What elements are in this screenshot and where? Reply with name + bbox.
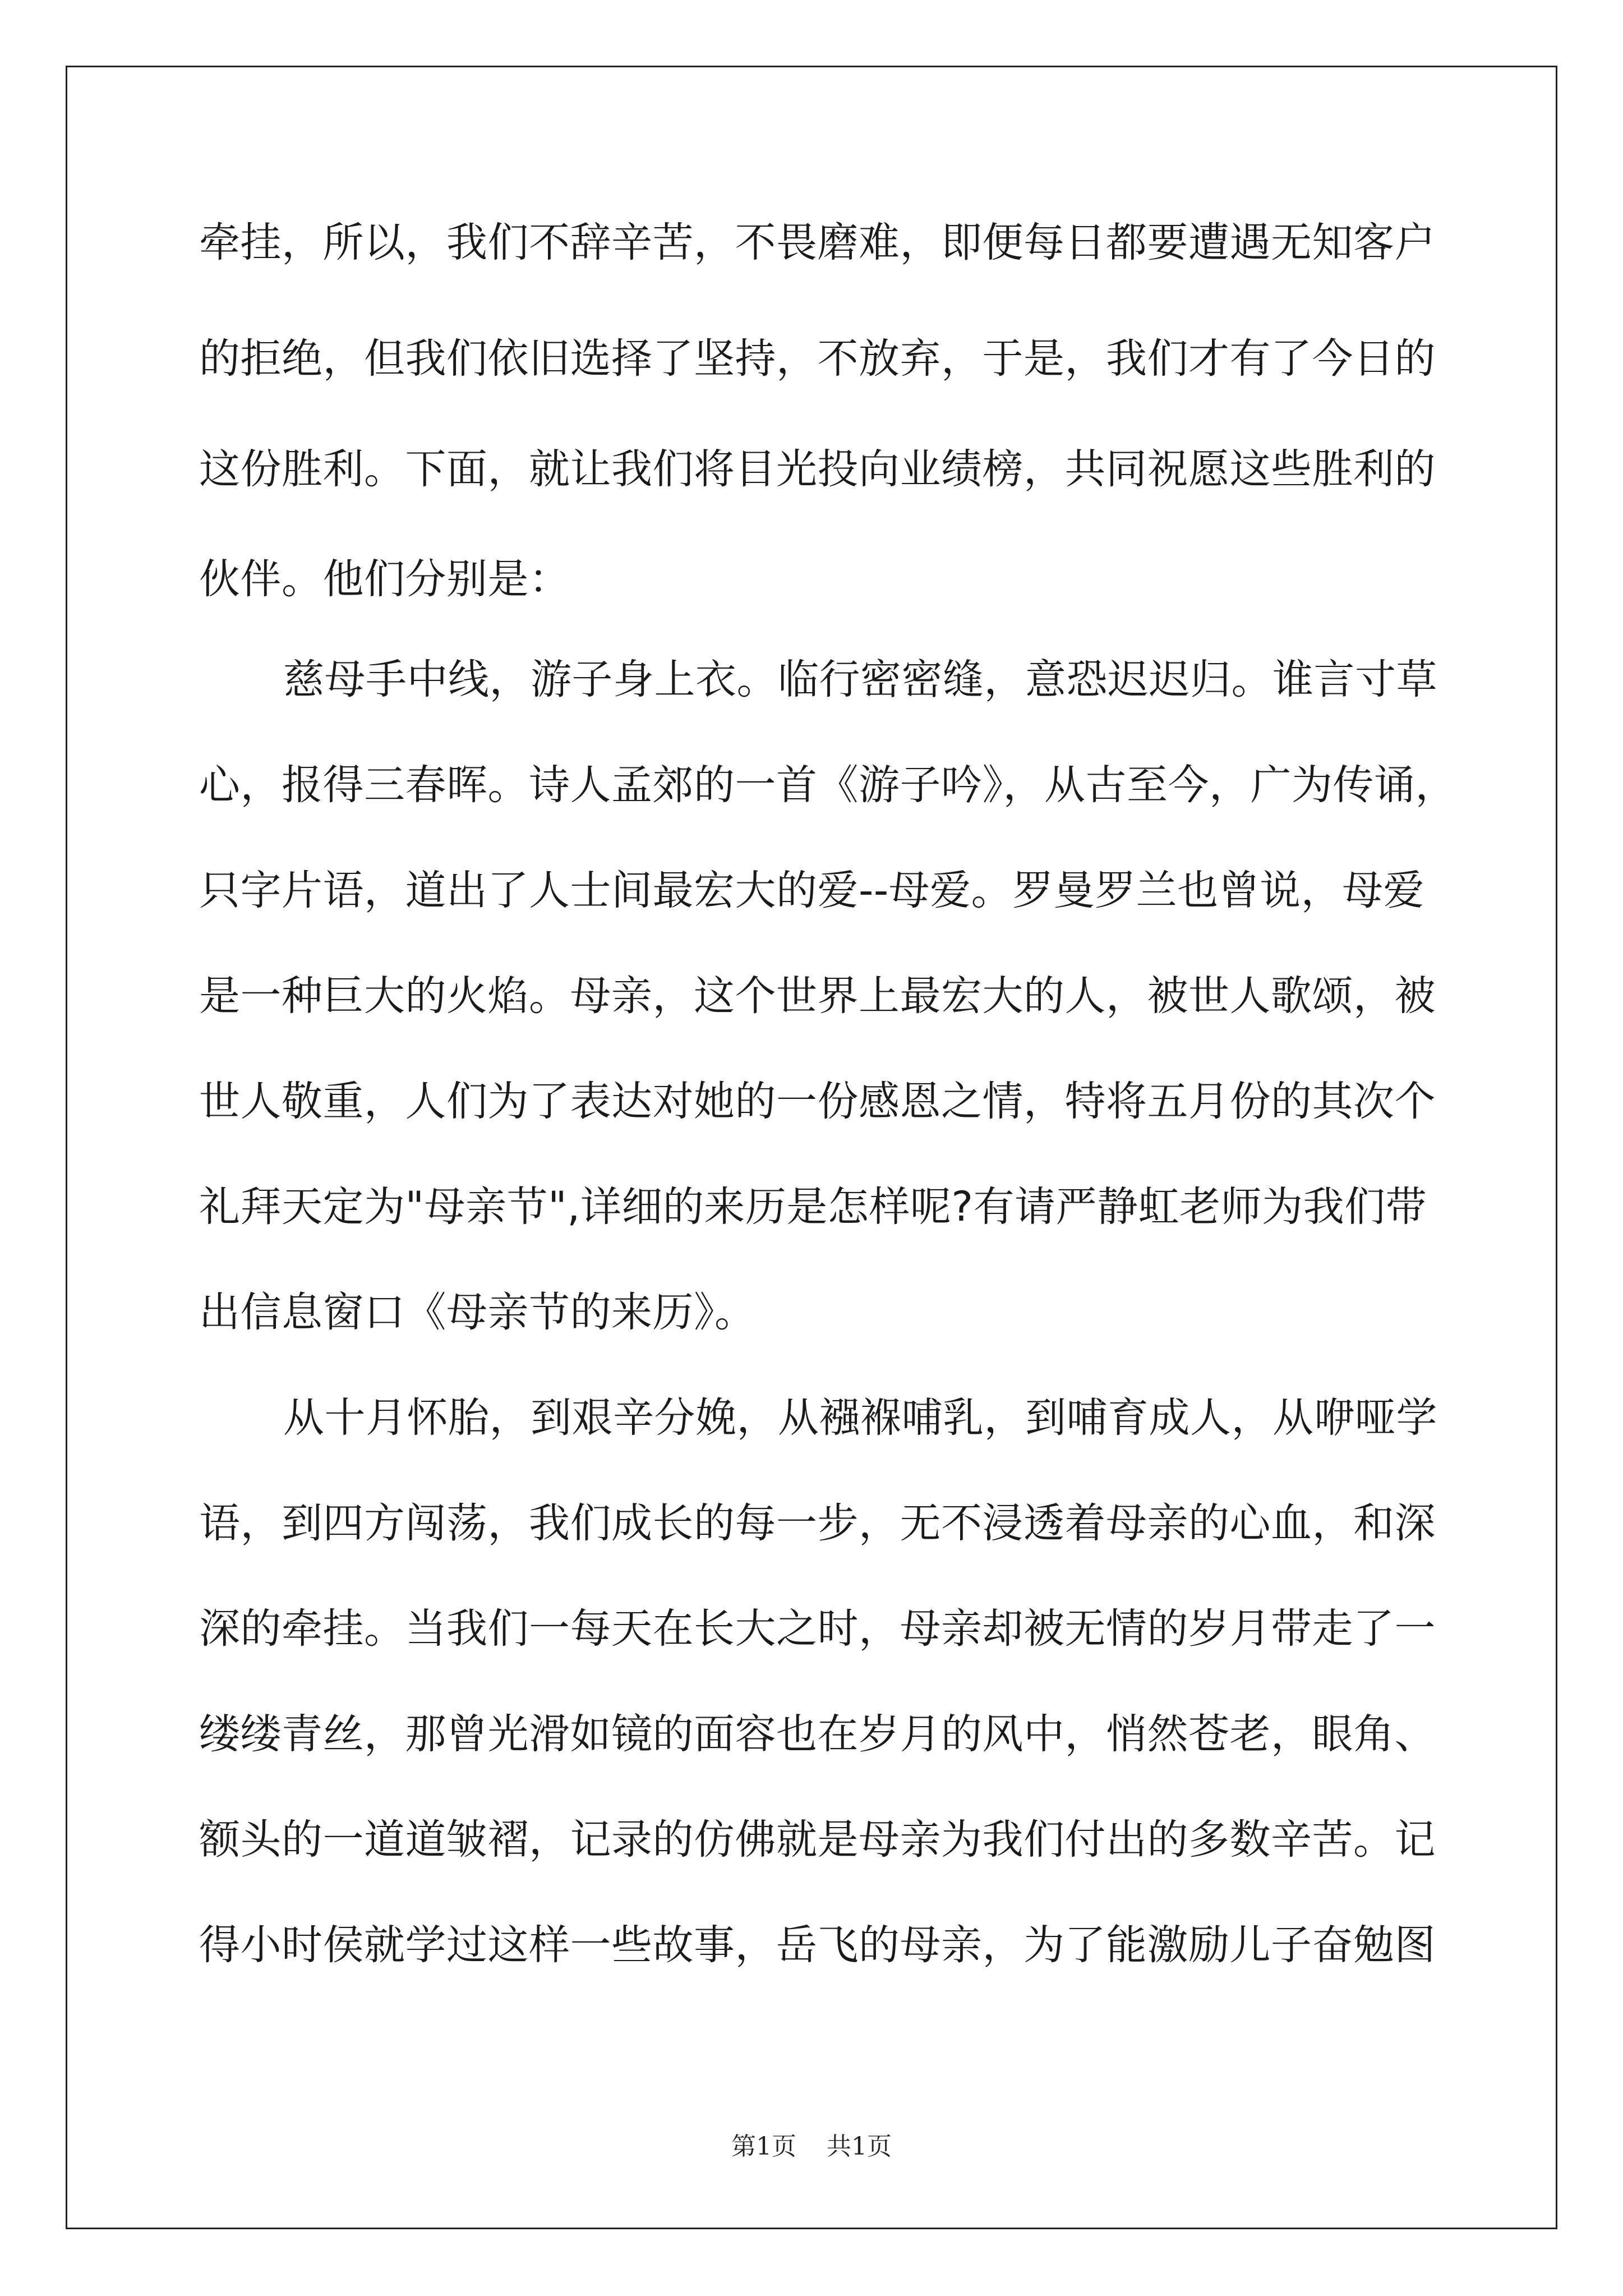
text-line: 慈母手中线，游子身上衣。临行密密缝，意恐迟迟归。谁言寸草 [283, 656, 1437, 703]
text-line: 的拒绝，但我们依旧选择了坚持，不放弃，于是，我们才有了今日的 [199, 335, 1436, 383]
text-line: 礼拜天定为"母亲节",详细的来历是怎样呢?有请严静虹老师为我们带 [199, 1183, 1427, 1231]
page-total: 共1页 [827, 2132, 892, 2161]
page-footer [0, 2126, 1623, 2162]
text-line: 伙伴。他们分别是： [199, 555, 570, 603]
text-line: 从十月怀胎，到艰辛分娩，从襁褓哺乳，到哺育成人，从咿哑学 [283, 1394, 1437, 1442]
text-line: 牵挂，所以，我们不辞辛苦，不畏磨难，即便每日都要遭遇无知客户 [199, 219, 1436, 266]
text-line: 缕缕青丝，那曾光滑如镜的面容也在岁月的风中，悄然苍老，眼角、 [199, 1710, 1436, 1758]
text-line: 额头的一道道皱褶，记录的仿佛就是母亲为我们付出的多数辛苦。记 [199, 1816, 1436, 1864]
text-line: 只字片语，道出了人士间最宏大的爱--母爱。罗曼罗兰也曾说，母爱 [199, 867, 1425, 914]
text-line: 世人敬重，人们为了表达对她的一份感恩之情，特将五月份的其次个 [199, 1078, 1436, 1125]
text-line: 是一种巨大的火焰。母亲，这个世界上最宏大的人，被世人歌颂，被 [199, 972, 1436, 1020]
page-number: 第1页 [731, 2132, 796, 2161]
text-line: 出信息窗口《母亲节的来历》。 [199, 1289, 756, 1336]
text-line: 得小时侯就学过这样一些故事，岳飞的母亲，为了能激励儿子奋勉图 [199, 1921, 1436, 1969]
text-line: 心，报得三春晖。诗人孟郊的一首《游子吟》，从古至今，广为传诵， [199, 761, 1456, 809]
text-line: 深的牵挂。当我们一每天在长大之时，母亲却被无情的岁月带走了一 [199, 1605, 1436, 1653]
text-line: 这份胜利。下面，就让我们将目光投向业绩榜，共同祝愿这些胜利的 [199, 445, 1436, 493]
text-line: 语，到四方闯荡，我们成长的每一步，无不浸透着母亲的心血，和深 [199, 1499, 1436, 1547]
